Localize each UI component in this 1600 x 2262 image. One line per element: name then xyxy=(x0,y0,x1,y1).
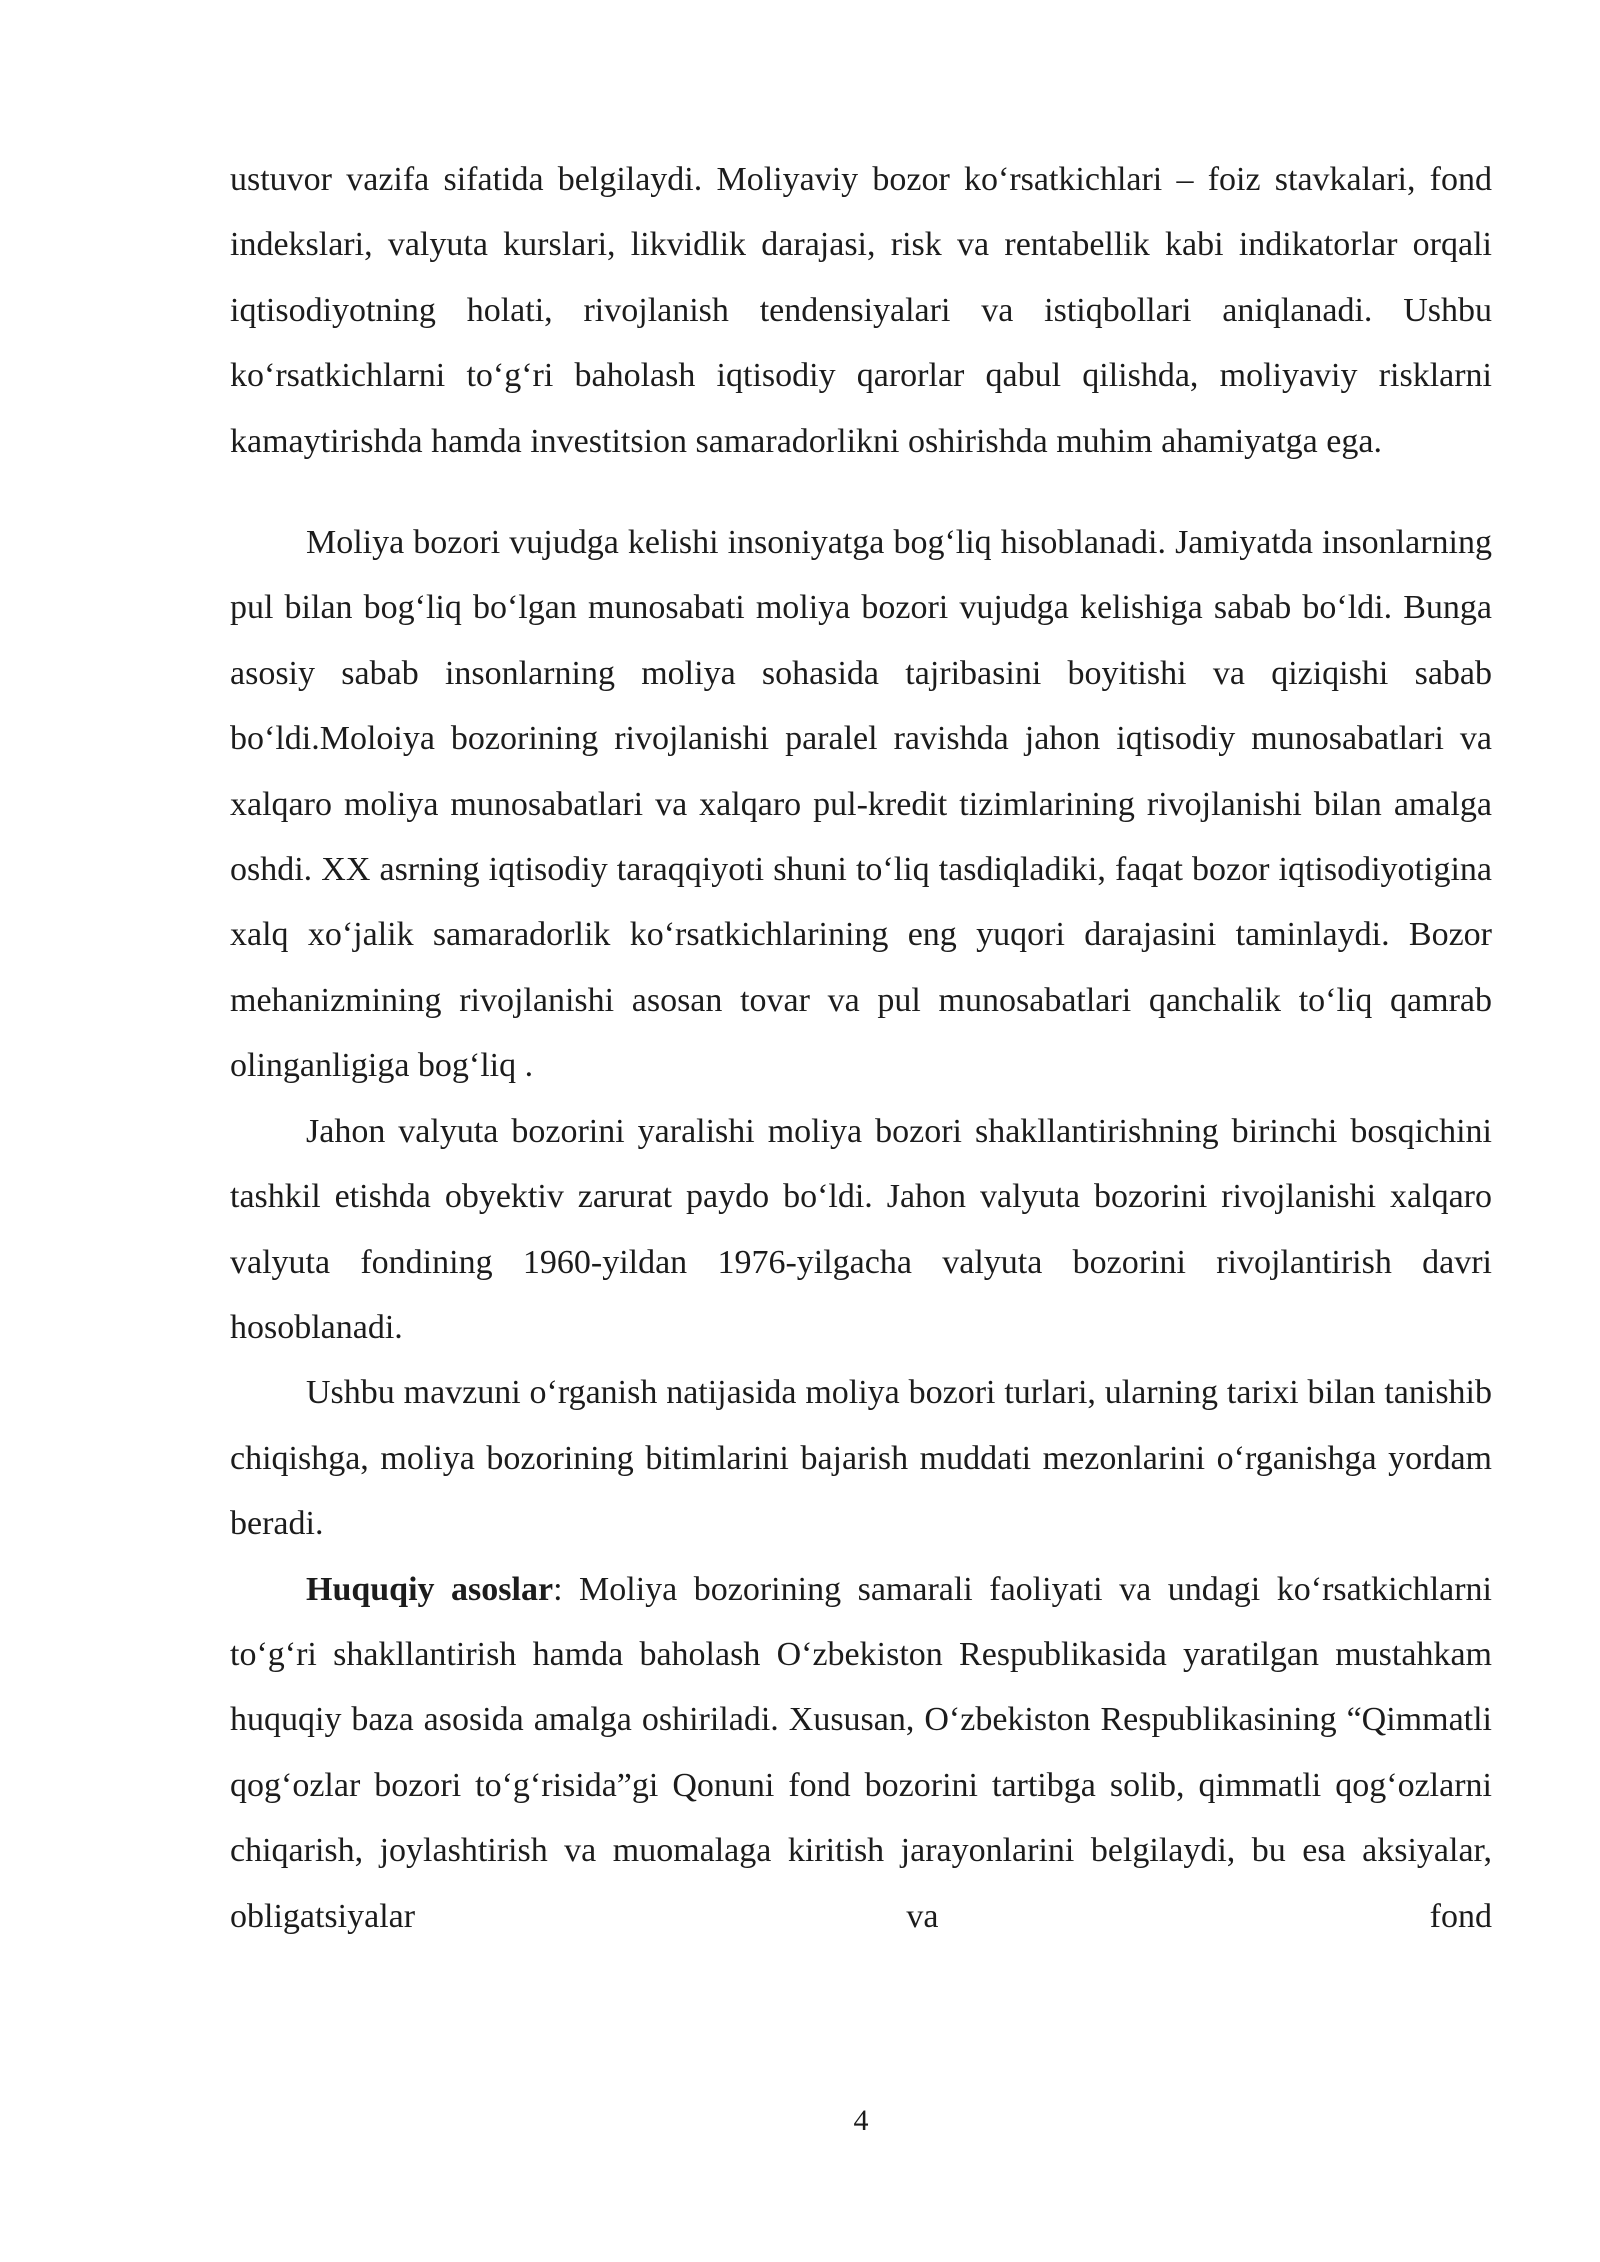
page-number: 4 xyxy=(853,2104,869,2137)
paragraph-moliya-bozori: Moliya bozori vujudga kelishi insoniyatga bog‘liq hisoblanadi. Jamiyatda insonlarning pul bilan bog‘liq bo‘lgan munosabati moliya bozori vujudga kelishiga sabab bo‘ldi. Bunga asosiy sabab insonlarning moliya sohasida tajribasini boyitishi va qiziqishi sabab bo‘ldi.Moloiya bozorining rivojlanishi paralel ravishda jahon iqtisodiy munosabatlari va xalqaro moliya munosabatlari va xalqaro pul-kredit tizimlarining rivojlanishi bilan amalga oshdi. XX asrning iqtisodiy taraqqiyoti shuni to‘liq tasdiqladiki, faqat bozor iqtisodiyotigina xalq xo‘jalik samaradorlik ko‘rsatkichlarining eng yuqori darajasini taminlaydi. Bozor mehanizmining rivojlanishi asosan tovar va pul munosabatlari qanchalik to‘liq qamrab olinganligiga bog‘liq . xyxy=(230,524,1492,1085)
paragraph-jahon-valyuta: Jahon valyuta bozorini yaralishi moliya bozori shakllantirishning birinchi bosqichini tashkil etishda obyektiv zarurat paydo bo‘ldi. Jahon valyuta bozorini rivojlanishi xalqaro valyuta fondining 1960-yildan 1976-yilgacha valyuta bozorini rivojlantirish davri hosoblanadi. xyxy=(230,1112,1492,1346)
paragraph-huquqiy-asoslar xyxy=(230,1557,1492,1949)
paragraph-huquqiy-asoslar-text: : Moliya bozorining samarali faoliyati va undagi ko‘rsatkichlarni to‘g‘ri shakllantirish hamda baholash O‘zbekiston Respublikasida yaratilgan mustahkam huquqiy baza asosida amalga oshiriladi. Xususan, O‘zbekiston Respublikasining “Qimmatli qog‘ozlar bozori to‘g‘risida”gi Qonuni fond bozorini tartibga solib, qimmatli qog‘ozlarni chiqarish, joylashtirish va muomalaga kiritish jarayonlarini belgilaydi, bu esa aksiyalar, obligatsiyalar va fond xyxy=(230,1570,1493,1935)
section-heading-huquqiy-asoslar: Huquqiy asoslar xyxy=(306,1570,554,1608)
paragraph-continuation: ustuvor vazifa sifatida belgilaydi. Moliyaviy bozor ko‘rsatkichlari – foiz stavkalari, fond indekslari, valyuta kurslari, likvidlik darajasi, risk va rentabellik kabi indikatorlar orqali iqtisodiyotning holati, rivojlanish tendensiyalari va istiqbollari aniqlanadi. Ushbu ko‘rsatkichlarni to‘g‘ri baholash iqtisodiy qarorlar qabul qilishda, moliyaviy risklarni kamaytirishda hamda investitsion samaradorlikni oshirishda muhim ahamiyatga ega. xyxy=(230,161,1492,460)
paragraph-ushbu-mavzu: Ushbu mavzuni o‘rganish natijasida moliya bozori turlari, ularning tarixi bilan tanishib chiqishga, moliya bozorining bitimlarini bajarish muddati mezonlarini o‘rganishga yordam beradi. xyxy=(230,1374,1492,1543)
document-body xyxy=(230,147,1492,1949)
